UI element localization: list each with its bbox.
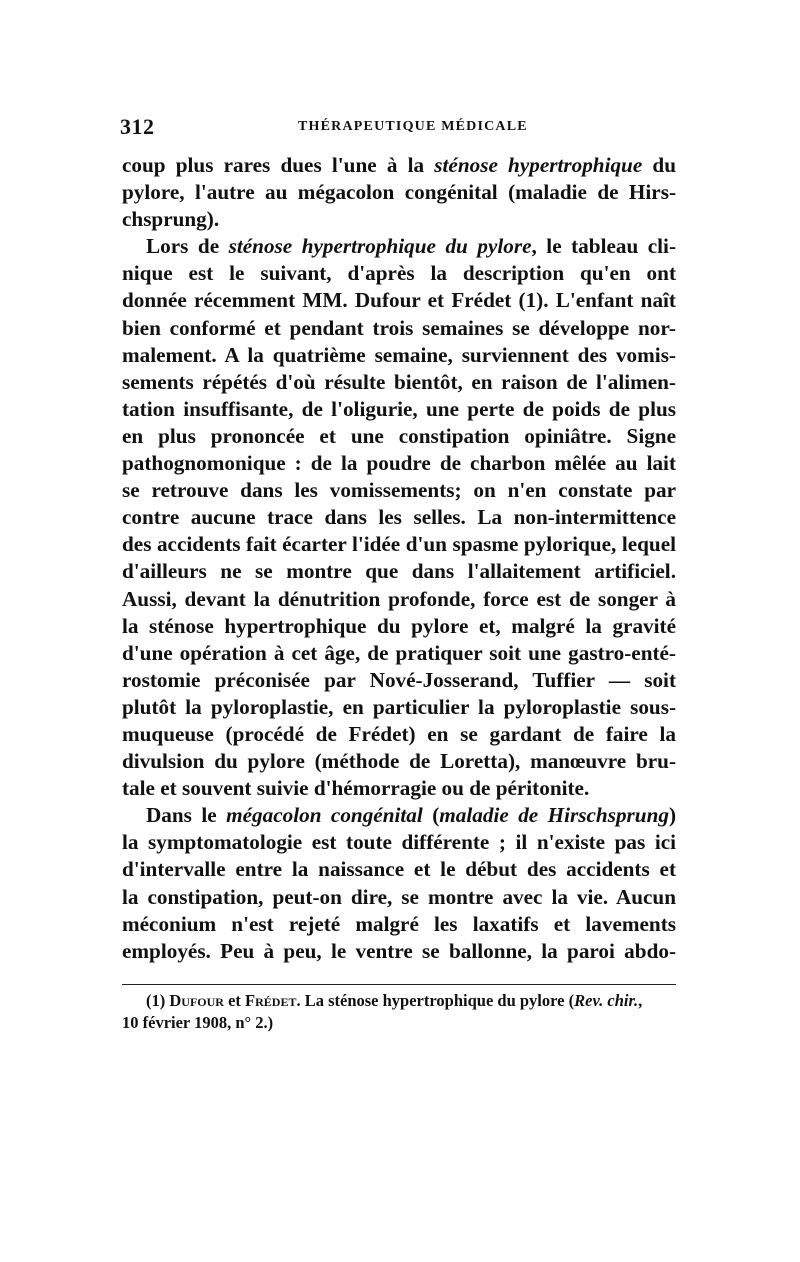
body-text (122, 152, 676, 965)
text-line (122, 775, 676, 802)
italic-text-segment: sténose hypertrophique du pylore (228, 234, 532, 259)
text-line (122, 152, 676, 179)
text-segment: donnée récemment MM. Dufour et Frédet (1). L'enfant naît (122, 288, 676, 313)
text-segment: , le tableau cli- (531, 234, 676, 259)
text-line (122, 558, 676, 585)
text-segment: la symptomatologie est toute différente ; il n'existe pas ici (122, 830, 676, 855)
text-line (122, 613, 676, 640)
text-line (122, 342, 676, 369)
text-segment: d'une opération à cet âge, de pratiquer soit une gastro-enté- (122, 640, 676, 665)
footnote-title: . La sténose hypertrophique du pylore ( (296, 991, 575, 1010)
text-line (122, 938, 676, 965)
text-line (122, 640, 676, 667)
text-line (122, 287, 676, 314)
text-segment: coup plus rares dues l'une à la (122, 153, 435, 177)
text-line (122, 179, 676, 206)
text-segment: ) (668, 803, 677, 828)
text-segment: nique est le suivant, d'après la description qu'en ont (122, 261, 676, 286)
text-line (122, 667, 676, 694)
text-segment: chsprung). (122, 207, 220, 232)
text-line (122, 856, 676, 883)
text-segment: rostomie préconisée par Nové-Josserand, Tuffier — soit (122, 667, 676, 692)
text-line (122, 721, 676, 748)
text-segment: se retrouve dans les vomissements; on n'en constate par (122, 478, 676, 503)
italic-text-segment: sténose hypertrophique (434, 153, 643, 177)
footnote-author-2: Frédet (245, 991, 297, 1010)
text-segment: des accidents fait écarter l'idée d'un spasme pylorique, lequel (122, 532, 676, 557)
text-line (122, 260, 676, 287)
italic-text-segment: mégacolon congénital (226, 803, 423, 828)
text-line (122, 829, 676, 856)
text-segment: bien conformé et pendant trois semaines se développe nor- (122, 315, 676, 340)
text-line (122, 450, 676, 477)
italic-text-segment: maladie de Hirschsprung (439, 803, 669, 828)
footnote-marker: (1) (146, 991, 166, 1010)
text-line (122, 396, 676, 423)
footnote-line-2: 10 février 1908, n° 2.) (122, 1013, 274, 1032)
text-segment: employés. Peu à peu, le ventre se ballonne, la paroi abdo- (122, 938, 676, 963)
text-line (122, 531, 676, 558)
text-segment: la sténose hypertrophique du pylore et, malgré la gravité (122, 613, 676, 638)
text-segment: du (642, 153, 676, 177)
text-line (122, 802, 676, 829)
text-line (122, 586, 676, 613)
footnote-separator (122, 984, 676, 985)
text-line (122, 911, 676, 938)
text-segment: Lors de (146, 234, 229, 259)
page-header (120, 114, 680, 144)
text-line (122, 884, 676, 911)
text-line (122, 206, 676, 233)
text-segment: d'ailleurs ne se montre que dans l'allaitement artificiel. (122, 559, 676, 584)
text-segment: d'intervalle entre la naissance et le début des accidents et (122, 857, 676, 882)
text-segment: contre aucune trace dans les selles. La non-intermittence (122, 505, 676, 530)
text-segment: pathognomonique : de la poudre de charbon mêlée au lait (122, 451, 676, 476)
text-segment: divulsion du pylore (méthode de Loretta), manœuvre bru- (122, 749, 676, 774)
text-segment: Dans le (146, 803, 227, 828)
running-title: THÉRAPEUTIQUE MÉDICALE (298, 119, 528, 134)
text-segment: ( (422, 803, 440, 828)
text-segment: malement. A la quatrième semaine, surviennent des vomis- (122, 342, 676, 367)
footnote-author-1: Dufour (169, 991, 224, 1010)
text-line (122, 748, 676, 775)
text-segment: Aussi, devant la dénutrition profonde, force est de songer à (122, 586, 676, 611)
text-line (122, 423, 676, 450)
text-line (122, 369, 676, 396)
footnote-conjunction: et (223, 991, 246, 1010)
footnote-journal: Rev. chir. (574, 991, 639, 1010)
text-segment: tale et souvent suivie d'hémorragie ou de péritonite. (122, 776, 590, 801)
text-line (122, 233, 676, 260)
footnote-line-1 (146, 990, 676, 1012)
text-line (122, 694, 676, 721)
footnote-journal-punct: , (638, 991, 643, 1010)
text-line (122, 504, 676, 531)
text-segment: la constipation, peut-on dire, se montre avec la vie. Aucun (122, 884, 676, 909)
footnote (122, 990, 676, 1034)
text-line (122, 315, 676, 342)
text-segment: sements répétés d'où résulte bientôt, en raison de l'alimen- (122, 369, 676, 394)
text-segment: tation insuffisante, de l'oligurie, une perte de poids de plus (122, 396, 676, 421)
text-segment: pylore, l'autre au mégacolon congénital (maladie de Hirs- (122, 180, 676, 205)
text-segment: muqueuse (procédé de Frédet) en se gardant de faire la (122, 721, 676, 746)
page-number: 312 (120, 114, 155, 139)
text-segment: plutôt la pyloroplastie, en particulier la pyloroplastie sous- (122, 694, 676, 719)
text-segment: en plus prononcée et une constipation opiniâtre. Signe (122, 423, 676, 448)
text-segment: méconium n'est rejeté malgré les laxatifs et lavements (122, 911, 676, 936)
text-line (122, 477, 676, 504)
